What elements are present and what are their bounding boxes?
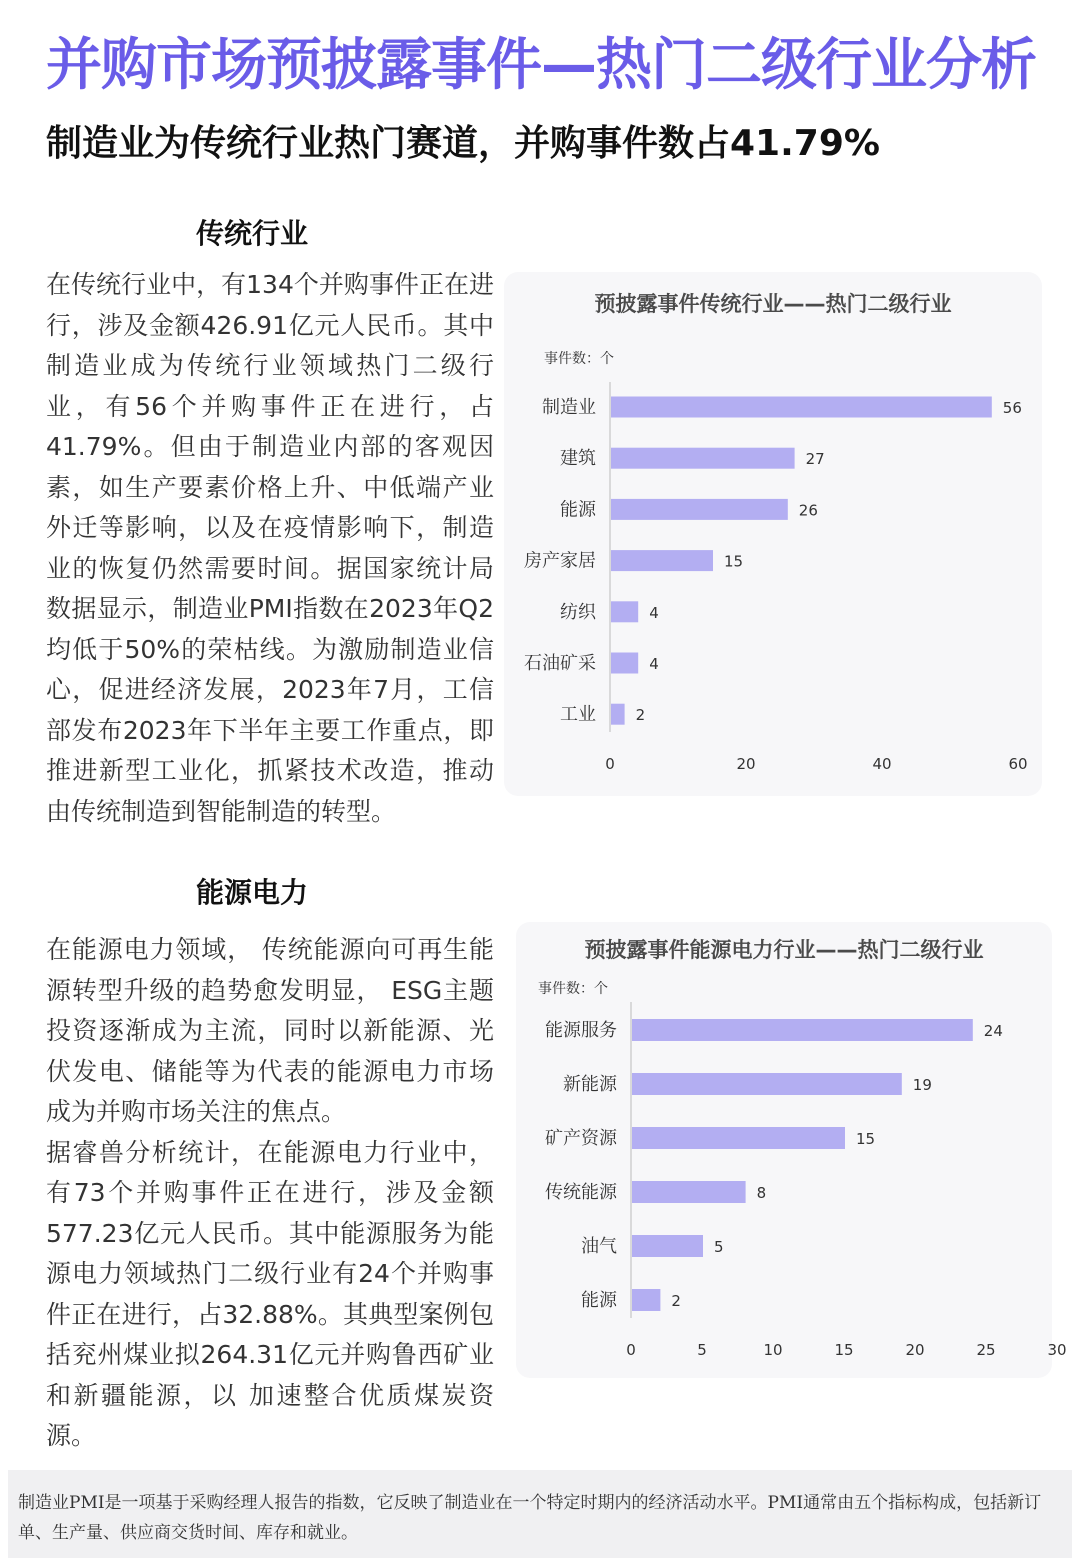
data-label: 4: [649, 655, 659, 673]
x-tick-label: 0: [626, 1341, 636, 1359]
bar: [611, 448, 795, 469]
category-label: 新能源: [563, 1074, 617, 1095]
bar: [611, 397, 992, 418]
section-body-energy: [46, 930, 494, 1457]
x-tick-label: 25: [976, 1341, 996, 1359]
category-label: 石油矿采: [524, 653, 596, 674]
category-label: 建筑: [560, 448, 596, 470]
bar: [632, 1127, 845, 1149]
category-label: 能源服务: [545, 1020, 617, 1041]
category-label: 能源: [560, 499, 596, 521]
chart-panel-energy: [516, 922, 1067, 1378]
x-tick-label: 15: [834, 1341, 854, 1359]
bar: [611, 550, 713, 571]
chart-energy: [516, 922, 1067, 1378]
x-tick-label: 0: [605, 755, 615, 773]
page-title: 并购市场预披露事件—热门二级行业分析: [46, 33, 1036, 98]
paragraph: 在能源电力领域， 传统能源向可再生能源转型升级的趋势愈发明显， ESG主题投资逐渐成为主流，同时以新能源、光伏发电、储能等为代表的能源电力市场成为并购市场关注的焦点。: [46, 935, 494, 1126]
data-label: 24: [983, 1022, 1003, 1040]
page-subtitle: 制造业为传统行业热门赛道，并购事件数占41.79%: [46, 123, 880, 164]
bar: [632, 1073, 902, 1095]
bar: [632, 1235, 703, 1257]
chart-panel-traditional: [504, 272, 1042, 796]
data-label: 19: [912, 1076, 932, 1094]
bar: [632, 1019, 973, 1041]
data-label: 8: [756, 1184, 767, 1202]
bar: [632, 1289, 660, 1311]
category-label: 制造业: [542, 397, 596, 418]
data-label: 4: [649, 603, 659, 622]
data-label: 5: [714, 1238, 724, 1256]
data-label: 2: [635, 706, 646, 725]
data-label: 15: [856, 1130, 876, 1148]
chart-traditional: [504, 272, 1042, 796]
section-heading-traditional: 传统行业: [196, 217, 309, 250]
data-label: 56: [1002, 399, 1022, 417]
x-tick-label: 30: [1047, 1341, 1067, 1359]
x-tick-label: 20: [736, 755, 756, 773]
chart-title: 预披露事件能源电力行业——热门二级行业: [584, 938, 984, 962]
x-tick-label: 10: [763, 1341, 783, 1359]
bar: [611, 704, 625, 725]
data-label: 27: [805, 450, 825, 469]
data-label: 15: [724, 552, 744, 571]
x-tick-label: 20: [905, 1341, 925, 1359]
bar: [632, 1181, 746, 1203]
footnote: 制造业PMI是一项基于采购经理人报告的指数，它反映了制造业在一个特定时期内的经济活动水平。PMI通常由五个指标构成，包括新订单、生产量、供应商交货时间、库存和就业。: [8, 1470, 1072, 1558]
section-heading-energy: 能源电力: [196, 876, 309, 909]
bar: [611, 653, 638, 674]
paragraph: 在传统行业中，有134个并购事件正在进行，涉及金额426.91亿元人民币。其中制造业成为传统行业领域热门二级行业，有56个并购事件正在进行，占41.79%。但由于制造业内部的客观因素，如生产要素价格上升、中低端产业外迁等影响，以及在疫情影响下，制造业的恢复仍然需要时间。据国家统计局数据显示，制造业PMI指数在2023年Q2均低于50%的荣枯线。为激励制造业信心，促进经济发展，2023年7月，工信部发布2023年下半年主要工作重点，即推进新型工业化，抓紧技术改造，推动由传统制造到智能制造的转型。: [46, 270, 494, 826]
bar: [611, 499, 788, 520]
category-label: 矿产资源: [545, 1128, 617, 1149]
x-tick-label: 5: [697, 1341, 707, 1359]
data-label: 2: [671, 1292, 681, 1310]
category-label: 工业: [560, 704, 596, 726]
category-label: 能源: [581, 1290, 617, 1311]
category-label: 纺织: [560, 601, 596, 623]
x-tick-label: 40: [872, 755, 892, 773]
x-tick-label: 60: [1008, 755, 1028, 773]
data-label: 26: [798, 501, 818, 520]
chart-unit-label: 事件数：个: [538, 981, 608, 997]
paragraph: 据睿兽分析统计，在能源电力行业中，有73个并购事件正在进行，涉及金额577.23亿元人民币。其中能源服务为能源电力领域热门二级行业有24个并购事件正在进行，占32.88%。其典型案例包括兖州煤业拟264.31亿元并购鲁西矿业和新疆能源，以 加速整合优质煤炭资源。: [46, 1137, 494, 1450]
category-label: 油气: [581, 1236, 617, 1257]
section-body-traditional: [46, 265, 494, 832]
bar: [611, 601, 638, 622]
category-label: 房产家居: [524, 550, 596, 572]
category-label: 传统能源: [545, 1182, 617, 1203]
chart-title: 预披露事件传统行业——热门二级行业: [594, 292, 952, 316]
chart-unit-label: 事件数：个: [544, 351, 614, 367]
